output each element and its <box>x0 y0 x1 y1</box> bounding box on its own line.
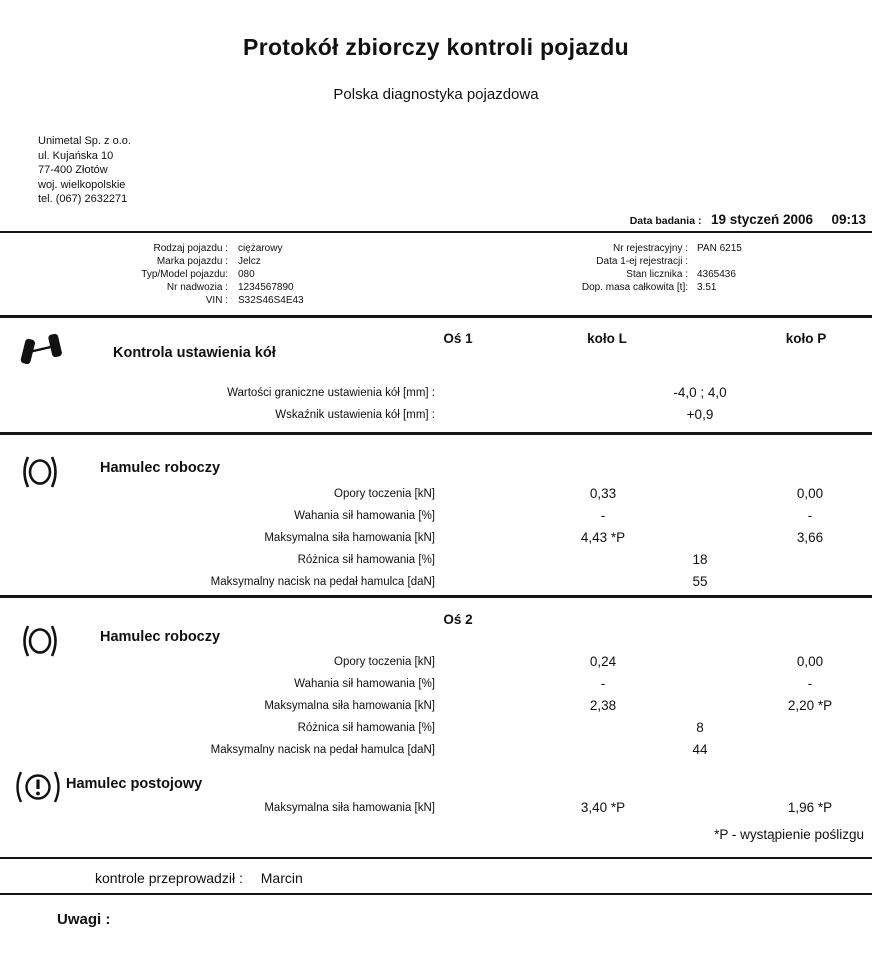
wheel-alignment-icon <box>20 333 66 370</box>
station-region: woj. wielkopolskie <box>38 178 126 191</box>
row-label: Wskaźnik ustawienia kół [mm] : <box>275 409 435 421</box>
column-header-axle1: Oś 1 <box>443 331 473 346</box>
exam-date-line <box>630 211 866 229</box>
row-label: Maksymalna siła hamowania [kN] <box>264 802 435 814</box>
row-label: Różnica sił hamowania [%] <box>297 554 435 566</box>
row-value-left: - <box>600 676 606 691</box>
vehicle-value: PAN 6215 <box>697 243 742 254</box>
station-street: ul. Kujańska 10 <box>38 149 114 162</box>
exam-time-value: 09:13 <box>831 212 866 227</box>
row-label: Wahania sił hamowania [%] <box>294 678 435 690</box>
divider-header <box>0 231 872 233</box>
vehicle-label: Data 1-ej rejestracji : <box>596 256 688 267</box>
column-header-wheel-right: koło P <box>785 331 827 346</box>
row-value-right: 0,00 <box>796 486 824 501</box>
row-label: Opory toczenia [kN] <box>334 656 435 668</box>
vehicle-value: S32S46S4E43 <box>238 295 304 306</box>
divider-alignment <box>0 432 872 435</box>
page-title: Protokół zbiorczy kontroli pojazdu <box>243 34 629 60</box>
vehicle-value: 4365436 <box>697 269 736 280</box>
inspector-name: Marcin <box>260 870 303 886</box>
divider-vehicle <box>0 315 872 318</box>
station-phone: tel. (067) 2632271 <box>38 193 128 206</box>
row-label: Opory toczenia [kN] <box>334 488 435 500</box>
vehicle-label: Rodzaj pojazdu : <box>153 243 228 254</box>
row-value-mid: 44 <box>692 742 708 757</box>
row-value-right: 0,00 <box>796 654 824 669</box>
row-label: Maksymalny nacisk na pedał hamulca [daN] <box>210 576 435 588</box>
brake2-section-heading: Hamulec roboczy <box>100 629 221 645</box>
remarks-label: Uwagi : <box>57 911 111 928</box>
row-value-right: 3,66 <box>796 530 824 545</box>
inspector-line <box>95 870 303 886</box>
row-value-mid: 55 <box>692 574 708 589</box>
station-city: 77-400 Złotów <box>38 164 108 177</box>
row-label: Maksymalna siła hamowania [kN] <box>264 532 435 544</box>
row-value-right: 1,96 *P <box>787 800 833 815</box>
row-value-left: - <box>600 508 606 523</box>
vehicle-value: 080 <box>238 269 255 280</box>
station-name: Unimetal Sp. z o.o. <box>38 135 131 147</box>
vehicle-label: Nr rejestracyjny : <box>612 243 688 254</box>
row-value-mid: 18 <box>692 552 708 567</box>
column-header-axle2: Oś 2 <box>443 612 473 627</box>
vehicle-value: Jelcz <box>238 256 261 267</box>
vehicle-label: VIN : <box>205 295 228 306</box>
row-value-mid: 8 <box>696 720 704 735</box>
vehicle-value: 1234567890 <box>238 282 294 293</box>
vehicle-label: Stan licznika : <box>626 269 688 280</box>
vehicle-label: Typ/Model pojazdu: <box>141 269 228 280</box>
alignment-section-heading: Kontrola ustawienia kół <box>113 345 276 361</box>
vehicle-label: Marka pojazdu : <box>156 256 228 267</box>
divider-brake1 <box>0 595 872 598</box>
row-value-right: - <box>807 676 813 691</box>
row-value-left: 0,33 <box>589 486 617 501</box>
slip-footnote: *P - wystąpienie poślizgu <box>714 827 864 842</box>
row-value-left: 3,40 *P <box>580 800 626 815</box>
column-header-wheel-left: koło L <box>587 331 627 346</box>
exam-date-label: Data badania : <box>629 215 702 227</box>
page-subtitle: Polska diagnostyka pojazdowa <box>333 86 539 103</box>
row-value-right: 2,20 *P <box>787 698 833 713</box>
station-address <box>38 134 131 207</box>
row-value-mid: -4,0 ; 4,0 <box>673 385 727 400</box>
vehicle-label: Dop. masa całkowita [t]: <box>581 282 688 293</box>
row-label: Maksymalny nacisk na pedał hamulca [daN] <box>210 744 435 756</box>
row-label: Wartości graniczne ustawienia kół [mm] : <box>227 387 435 399</box>
brake1-section-heading: Hamulec roboczy <box>100 460 221 476</box>
vehicle-value: ciężarowy <box>238 243 283 254</box>
inspector-label: kontrole przeprowadził : <box>95 870 243 886</box>
row-label: Maksymalna siła hamowania [kN] <box>264 700 435 712</box>
row-value-right: - <box>807 508 813 523</box>
row-value-left: 2,38 <box>589 698 617 713</box>
vehicle-value: 3.51 <box>697 282 717 293</box>
row-value-left: 0,24 <box>589 654 617 669</box>
row-label: Różnica sił hamowania [%] <box>297 722 435 734</box>
vehicle-label: Nr nadwozia : <box>166 282 228 293</box>
divider-footer-bottom <box>0 893 872 895</box>
row-value-mid: +0,9 <box>686 407 714 422</box>
divider-footer-top <box>0 857 872 859</box>
exam-date-value: 19 styczeń 2006 <box>710 212 814 227</box>
parking-brake-section-heading: Hamulec postojowy <box>66 776 203 792</box>
row-label: Wahania sił hamowania [%] <box>294 510 435 522</box>
row-value-left: 4,43 *P <box>580 530 626 545</box>
